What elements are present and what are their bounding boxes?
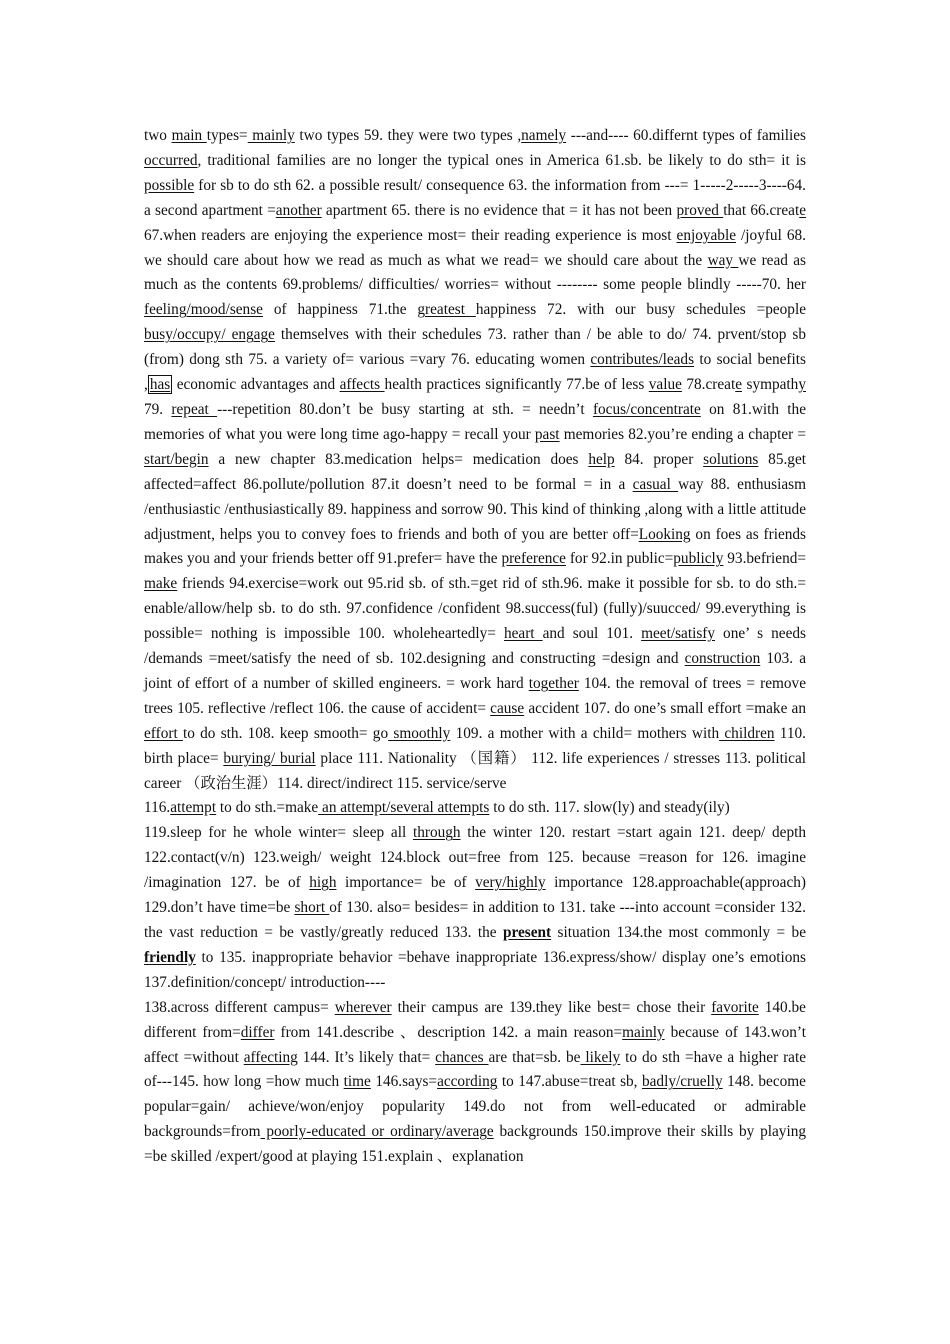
- underlined-answer: e: [735, 376, 743, 394]
- document-page: [144, 124, 806, 1170]
- text-segment: place 111. Nationality （国籍） 112. life experiences / stresses 113. political career （政治生涯）114. direct/indirect 115. service/serve: [144, 749, 806, 792]
- underlined-answer: e: [799, 201, 807, 219]
- underlined-answer: through: [412, 824, 461, 842]
- text-segment: importance= be of: [336, 874, 476, 892]
- text-segment: 146.says=: [370, 1073, 438, 1091]
- underlined-answer: very/highly: [475, 874, 546, 892]
- underlined-answer: effort: [144, 724, 183, 742]
- underlined-answer: value: [648, 376, 682, 394]
- underlined-answer: proved: [676, 201, 724, 219]
- underlined-answer: cause: [490, 699, 525, 717]
- underlined-answer: has: [149, 376, 171, 394]
- text-segment: accident 107. do one’s small effort =make an: [524, 699, 806, 717]
- text-segment: 104. the removal of trees = remove trees 105. reflective /reflect 106. the cause of accident=: [144, 674, 806, 717]
- text-segment: friends 94.exercise=work out 95.rid sb. of sth.=get rid of sth.96. make it possible for sb. to do sth.= enable/allow/help sb. to do sth. 97.confidence /confident 98.success(ful) (fully)/suucced/ 99.everything is possible= nothing is impossible 100. wholeheartedly=: [144, 575, 806, 643]
- underlined-answer: busy/occupy/ engage: [144, 326, 275, 344]
- underlined-answer: contributes/leads: [590, 351, 695, 369]
- text-segment: one’ s needs /demands =meet/satisfy the need of sb. 102.designing and constructing =design and: [144, 625, 806, 668]
- underlined-answer: children: [719, 724, 775, 742]
- underlined-answer: mainly: [622, 1023, 665, 1041]
- text-segment: a new chapter 83.medication helps= medication does: [208, 450, 589, 468]
- text-paragraph: [144, 821, 806, 995]
- text-segment: two types 59. they were two types ,: [294, 127, 522, 144]
- underlined-answer: favorite: [711, 998, 759, 1016]
- underlined-answer: casual: [632, 475, 679, 493]
- underlined-answer: affecting: [243, 1048, 298, 1066]
- underlined-answer: badly/cruelly: [641, 1073, 723, 1091]
- underlined-answer: enjoyable: [676, 226, 736, 244]
- text-segment: for sb to do sth 62. a possible result/ consequence 63. the information from ---= 1-----2-----3----64. a second apartment =: [144, 176, 806, 219]
- text-paragraph: [144, 796, 806, 821]
- text-segment: health practices significantly 77.be of less: [384, 376, 649, 394]
- underlined-answer: likely: [580, 1048, 621, 1066]
- text-segment: 119.sleep for he whole winter= sleep all: [144, 824, 413, 842]
- text-segment: of 130. also= besides= in addition to 131. take ---into account =consider 132. the vast reduction = be vastly/greatly reduced 133. the: [144, 899, 807, 941]
- text-segment: 93.befriend=: [723, 550, 806, 568]
- underlined-answer: according: [437, 1073, 498, 1091]
- text-segment: for 92.in public=: [565, 550, 674, 568]
- underlined-answer: together: [528, 674, 579, 692]
- text-paragraph: [144, 996, 806, 1170]
- underlined-answer: poorly-educated or ordinary/average: [260, 1123, 494, 1141]
- underlined-answer: high: [309, 874, 337, 892]
- underlined-answer: another: [275, 201, 322, 219]
- underlined-answer: time: [343, 1073, 371, 1091]
- underlined-answer: chances: [435, 1048, 489, 1066]
- underlined-answer: focus/concentrate: [592, 400, 701, 418]
- underlined-answer: help: [588, 450, 615, 468]
- text-segment: happiness 72. with our busy schedules =people: [475, 301, 806, 319]
- text-segment: 103. a joint of effort of a number of skilled engineers. = work hard: [144, 650, 806, 692]
- text-segment: 84. proper: [614, 450, 704, 468]
- text-segment: to do sth. 117. slow(ly) and steady(ily): [489, 799, 730, 817]
- text-segment: and soul 101.: [542, 625, 642, 643]
- underlined-answer: repeat: [171, 400, 218, 418]
- underlined-answer: friendly: [144, 948, 196, 966]
- text-segment: to do sth.=make: [216, 799, 319, 817]
- text-segment: , traditional families are no longer the typical ones in America 61.sb. be likely to do sth= it is: [197, 151, 806, 169]
- text-segment: that 66.creat: [723, 201, 800, 219]
- underlined-answer: namely: [521, 127, 567, 144]
- text-segment: way 88. enthusiasm /enthusiastic /enthusiastically 89. happiness and sorrow 90. This kind of thinking ,along with a little attitude adjustment, helps you to convey foes to friends and both of you are better off=: [144, 475, 807, 543]
- text-segment: on foes as friends makes you and your friends better off 91.prefer= have the: [144, 525, 806, 568]
- text-segment: to 147.abuse=treat sb,: [497, 1073, 642, 1091]
- underlined-answer: possible: [144, 176, 195, 194]
- underlined-answer: attempt: [170, 799, 217, 817]
- underlined-answer: solutions: [703, 450, 759, 468]
- text-segment: to 135. inappropriate behavior =behave inappropriate 136.express/show/ display one’s emotions 137.definition/concept/ introduction----: [144, 948, 806, 991]
- text-segment: 110. birth place=: [144, 724, 806, 767]
- text-segment: to do sth =have a higher rate of---145. how long =how much: [144, 1048, 807, 1091]
- text-segment: 116.: [144, 799, 171, 817]
- underlined-answer: feeling/mood/sense: [144, 301, 263, 319]
- text-paragraph: [144, 124, 806, 796]
- text-segment: 138.across different campus=: [144, 998, 335, 1016]
- text-segment: the winter 120. restart =start again 121. deep/ depth 122.contact(v/n) 123.weigh/ weight 124.block out=free from 125. because =reason for 126. imagine /imagination 127. be of: [144, 824, 806, 892]
- underlined-answer: differ: [240, 1023, 275, 1041]
- underlined-answer: mainly: [247, 127, 295, 144]
- underlined-answer: meet/satisfy: [641, 625, 716, 643]
- text-segment: two: [144, 127, 172, 144]
- underlined-answer: short: [294, 899, 330, 917]
- underlined-answer: burying/ burial: [223, 749, 316, 767]
- text-segment: situation 134.the most commonly = be: [551, 924, 806, 941]
- text-segment: 144. It’s likely that=: [297, 1048, 436, 1066]
- text-segment: on 81.with the memories of what you were long time ago-happy = recall your: [144, 400, 806, 443]
- text-segment: 79.: [144, 400, 172, 418]
- text-segment: 140.be different from=: [144, 998, 806, 1041]
- underlined-answer: greatest: [417, 301, 476, 319]
- text-segment: to social benefits ,: [144, 351, 806, 394]
- underlined-answer: publicly: [673, 550, 724, 568]
- text-segment: memories 82.you’re ending a chapter =: [559, 425, 806, 443]
- underlined-answer: main: [171, 127, 207, 144]
- underlined-answer: make: [144, 575, 178, 593]
- text-segment: apartment 65. there is no evidence that = it has not been: [321, 201, 677, 219]
- underlined-answer: heart: [503, 625, 543, 643]
- text-segment: to do sth. 108. keep smooth= go: [182, 724, 389, 742]
- underlined-answer: Looking: [638, 525, 691, 543]
- text-segment: themselves with their schedules 73. rather than / be able to do/ 74. prvent/stop sb (from) dong sth 75. a variety of= various =vary 76. educating women: [144, 326, 806, 369]
- underlined-answer: y: [798, 376, 806, 394]
- text-segment: sympath: [742, 376, 799, 394]
- underlined-answer: way: [707, 251, 739, 269]
- underlined-answer: wherever: [334, 998, 392, 1016]
- text-segment: economic advantages and: [172, 376, 340, 394]
- underlined-answer: smoothly: [388, 724, 451, 742]
- text-segment: ---and---- 60.differnt types of families: [566, 127, 806, 144]
- text-segment: 148. become popular=gain/ achieve/won/enjoy popularity 149.do not from well-educated or admirable backgrounds=from: [144, 1073, 806, 1141]
- text-segment: 109. a mother with a child= mothers with: [450, 724, 720, 742]
- underlined-answer: preference: [501, 550, 566, 568]
- text-segment: their campus are 139.they like best= chose their: [391, 998, 712, 1016]
- underlined-answer: past: [534, 425, 560, 443]
- text-segment: are that=sb. be: [488, 1048, 581, 1066]
- text-segment: backgrounds 150.improve their skills by playing =be skilled /expert/good at playing 151.explain 、explanation: [144, 1123, 806, 1166]
- text-segment: ---repetition 80.don’t be busy starting at sth. = needn’t: [217, 400, 593, 418]
- text-segment: types=: [206, 127, 248, 144]
- text-segment: 85.get affected=affect 86.pollute/pollution 87.it doesn’t need to be formal = in a: [144, 450, 806, 493]
- text-segment: /joyful 68. we should care about how we read as much as what we read= we should care about the: [144, 226, 806, 269]
- underlined-answer: construction: [684, 650, 761, 668]
- text-segment: from 141.describe 、description 142. a main reason=: [274, 1023, 623, 1041]
- text-segment: because of 143.won’t affect =without: [144, 1023, 806, 1066]
- text-segment: importance 128.approachable(approach) 129.don’t have time=be: [144, 874, 806, 917]
- underlined-answer: start/begin: [144, 450, 209, 468]
- underlined-answer: affects: [339, 376, 385, 394]
- text-segment: of happiness 71.the: [262, 301, 418, 319]
- underlined-answer: an attempt/several attempts: [318, 799, 490, 817]
- text-segment: we read as much as the contents 69.problems/ difficulties/ worries= without -------- some people blindly -----70. her: [144, 251, 806, 294]
- text-segment: 67.when readers are enjoying the experience most= their reading experience is most: [144, 226, 677, 244]
- text-segment: 78.creat: [681, 376, 736, 394]
- underlined-answer: present: [502, 924, 552, 941]
- underlined-answer: occurred: [144, 151, 198, 169]
